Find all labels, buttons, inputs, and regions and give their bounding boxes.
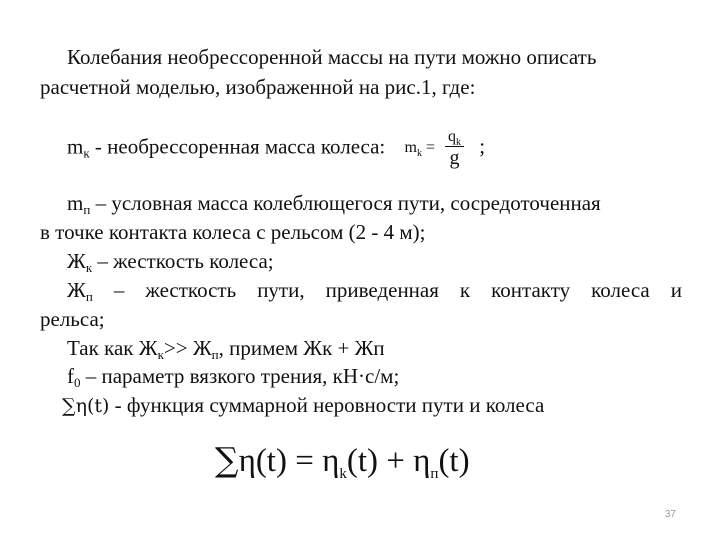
main-formula-eta-k: η	[322, 443, 340, 479]
page-number: 37	[664, 509, 676, 520]
zhk-text: – жесткость колеса;	[92, 249, 274, 273]
mp-text-1: – условная масса колеблющегося пути, сосредоточенная	[90, 191, 601, 215]
f0-text: – параметр вязкого трения, кН·с/м;	[80, 364, 400, 388]
eta-formula: ∑η(t)	[62, 395, 110, 417]
intro-line-2	[40, 74, 682, 100]
main-formula-eta-p: η	[413, 443, 431, 479]
mk-formula-eq: =	[425, 139, 436, 157]
main-formula-eq: =	[286, 443, 323, 479]
mk-text: - необрессоренная масса колеса:	[89, 134, 386, 159]
main-formula-sigma: ∑	[215, 440, 239, 479]
since-sub-1: к	[157, 347, 164, 362]
mk-formula-lhs: m	[404, 139, 417, 157]
main-formula-lhs: η(t)	[238, 443, 287, 479]
zhp-sub: п	[85, 289, 93, 304]
since-part-2: >> Ж	[163, 336, 212, 360]
item-mp-line-1	[67, 190, 709, 216]
f0-sub: 0	[74, 375, 81, 390]
f0-symbol: f	[67, 364, 74, 388]
item-f0	[67, 363, 709, 389]
mp-sub: п	[83, 202, 91, 217]
since-part-3: , примем Жк + Жп	[218, 336, 385, 360]
intro-line-1	[67, 44, 709, 70]
item-zhk	[67, 248, 709, 274]
zhp-symbol: Ж	[67, 278, 86, 302]
main-formula-plus: +	[378, 443, 414, 479]
main-formula-eta-p-sub: п	[430, 466, 439, 482]
since-sub-2: п	[211, 347, 219, 362]
mk-formula	[405, 128, 464, 169]
mk-formula-denominator: g	[449, 147, 460, 169]
mk-formula-semicolon: ;	[479, 134, 486, 159]
intro-text-2: расчетной моделью, изображенной на рис.1, где:	[40, 75, 476, 99]
mp-text-2: в точке контакта колеса с рельсом (2 - 4 м);	[40, 220, 426, 244]
main-formula	[215, 438, 470, 483]
zhp-text-1: – жесткость пути, приведенная к контакту колеса и	[92, 278, 682, 302]
mk-formula-numerator: $q_k$	[445, 128, 464, 147]
item-since	[67, 335, 709, 361]
item-zhp-line-2	[40, 306, 682, 332]
mk-formula-fraction	[445, 128, 464, 169]
mk-sub: к	[83, 145, 90, 161]
item-zhp-line-1	[67, 277, 682, 303]
item-mp-line-2	[40, 219, 682, 245]
main-formula-eta-k-arg: (t)	[346, 443, 379, 479]
zhk-sub: к	[85, 260, 93, 275]
mk-symbol: m	[67, 134, 84, 159]
since-part-1: Так как Ж	[67, 336, 158, 360]
main-formula-eta-k-sub: k	[339, 466, 347, 482]
eta-text: - функция суммарной неровности пути и колеса	[109, 393, 545, 417]
item-eta	[62, 392, 704, 419]
main-formula-eta-p-arg: (t)	[438, 443, 470, 479]
mk-formula-lhs-sub: k	[416, 148, 422, 160]
item-mk	[67, 128, 709, 168]
mp-symbol: m	[67, 191, 84, 215]
zhk-symbol: Ж	[67, 249, 86, 273]
intro-text-1: Колебания необрессоренной массы на пути можно описать	[67, 45, 597, 69]
zhp-text-2: рельса;	[40, 307, 105, 331]
